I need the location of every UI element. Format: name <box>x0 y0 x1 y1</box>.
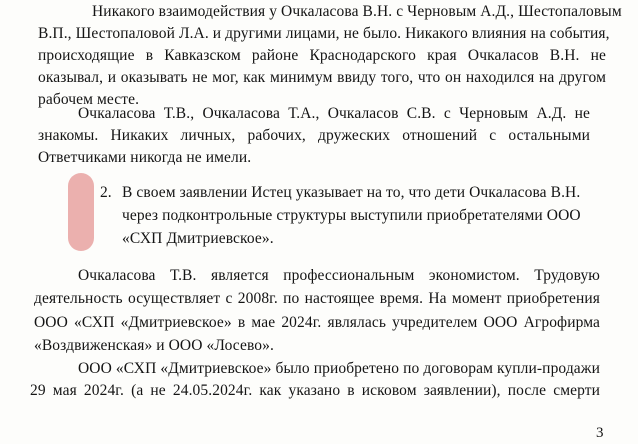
paragraph-3-line-4: «Воздвиженская» и ООО «Лосево». <box>34 337 274 354</box>
paragraph-1-line-5: рабочем месте. <box>38 91 140 108</box>
paragraph-4-line-1: ООО «СХП «Дмитриевское» было приобретено по договорам купли-продажи <box>78 360 600 377</box>
page-number: 3 <box>596 425 604 441</box>
paragraph-3-line-2: деятельность осуществляет с 2008г. по настоящее время. На момент приобретения <box>34 290 600 307</box>
list-item-line-2: через подконтрольные структуры выступили приобретателями ООО <box>122 207 581 224</box>
list-item-line-3: «СХП Дмитриевское». <box>122 230 274 247</box>
paragraph-4-line-2: 29 мая 2024г. (а не 24.05.2024г. как указано в исковом заявлении), после смерти <box>30 382 600 399</box>
paragraph-3-line-3: ООО «СХП «Дмитриевское» в мае 2024г. являлась учредителем ООО Агрофирма <box>34 314 600 331</box>
paragraph-1-line-1: Никакого взаимодействия у Очкаласова В.Н. с Черновым А.Д., Шестопаловым <box>92 3 622 20</box>
paragraph-1-line-3: происходящие в Кавказском районе Краснодарского края Очкаласов В.Н. не <box>38 47 606 64</box>
paragraph-3-line-1: Очкаласова Т.В. является профессиональным экономистом. Трудовую <box>78 267 600 284</box>
paragraph-2-line-2: знакомы. Никаких личных, рабочих, дружеских отношений с остальными <box>38 127 590 144</box>
paragraph-2-line-3: Ответчиками никогда не имели. <box>38 149 252 166</box>
paragraph-1-line-4: оказывал, и оказывать не мог, как минимум ввиду того, что он находился на другом <box>38 69 606 86</box>
list-item-line-1: В своем заявлении Истец указывает на то, что дети Очкаласова В.Н. <box>122 184 581 201</box>
paragraph-2-line-1: Очкаласова Т.В., Очкаласова Т.А., Очкаласов С.В. с Черновым А.Д. не <box>78 105 590 122</box>
highlight-marker <box>68 173 94 251</box>
paragraph-1-line-2: В.П., Шестопаловой Л.А. и другими лицами, не было. Никакого влияния на события, <box>38 25 610 42</box>
list-item-number: 2. <box>100 184 112 201</box>
